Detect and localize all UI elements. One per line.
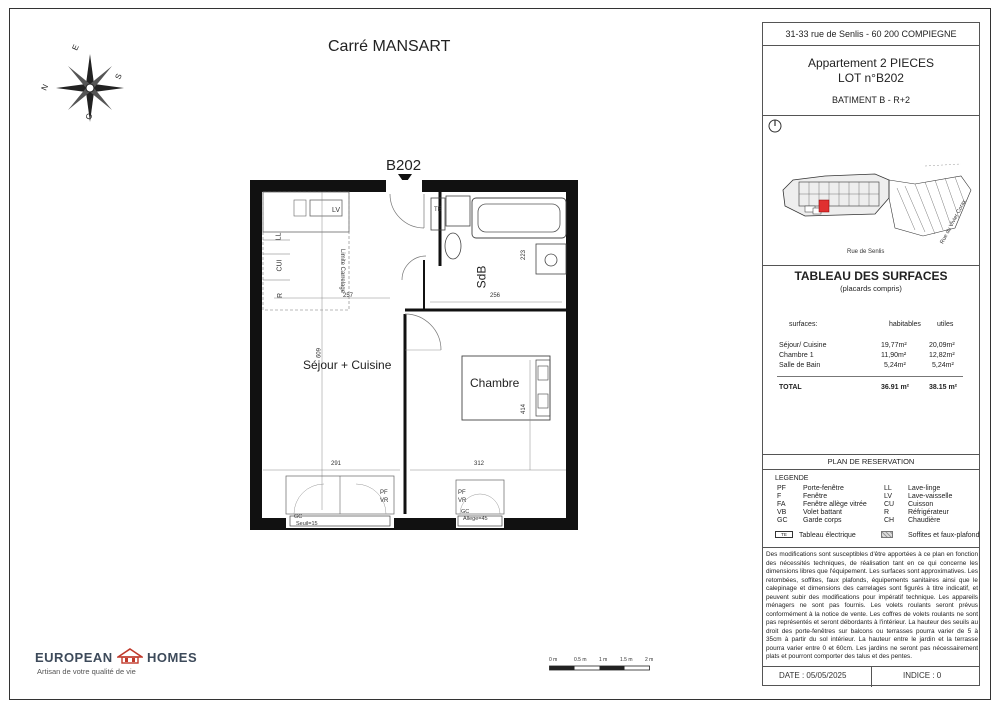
project-title: Carré MANSART (328, 38, 451, 55)
floor-plan (250, 180, 590, 530)
dim-256: 256 (490, 293, 501, 299)
gc-right-label: GC (461, 509, 470, 515)
brand-right: HOMES (146, 650, 198, 665)
apartment-type: Appartement 2 PIECES (807, 56, 935, 70)
th-label: surfaces: (789, 321, 818, 328)
th-utiles: utiles (937, 321, 954, 328)
map-street-right: Rue du Vivier Corax (939, 198, 968, 246)
vr-left-label: VR (380, 498, 389, 504)
compass-south: S (113, 72, 124, 81)
brand-logo (35, 648, 198, 676)
reservation-label: PLAN DE RESERVATION (827, 457, 915, 466)
plan-index: INDICE : 0 (903, 671, 942, 680)
surfaces-title: TABLEAU DES SURFACES (794, 269, 948, 283)
dim-609: 609 (314, 347, 321, 359)
legend-right: LL Lave-linge LV Lave-vaisselle CU Cuisson R Réfrigérateur CH Chaudière (884, 485, 953, 524)
address: 31-33 rue de Senlis - 60 200 COMPIEGNE (785, 29, 957, 39)
kitchen-cui-label: CUI (276, 259, 284, 272)
dim-257: 257 (343, 293, 354, 299)
gc-left-label: GC (294, 514, 303, 520)
kitchen-ll-label: LL (275, 232, 283, 241)
te-label: TE (434, 207, 442, 213)
legend-soffite: Soffites et faux-plafond (908, 532, 980, 539)
kitchen-r-label: R (277, 292, 285, 299)
map-street-bottom: Rue de Senlis (847, 249, 885, 255)
house-logo-icon (117, 648, 143, 664)
limite-carrelage-label: Limite Carrelage (339, 248, 346, 294)
plan-date: DATE : 05/05/2025 (779, 671, 847, 680)
compass-west: O (83, 111, 95, 122)
scale-label-15: 1.5 m (620, 657, 633, 663)
lot-number: LOT n°B202 (838, 71, 904, 85)
lot-marker: B202 (386, 157, 422, 174)
scale-label-2: 2 m (645, 657, 654, 663)
legend-title: LEGENDE (775, 475, 809, 482)
legend-soffite-swatch (881, 531, 893, 538)
pf-right-label: PF (458, 490, 466, 496)
pf-left-label: PF (380, 490, 388, 496)
th-habitables: habitables (889, 321, 921, 328)
seuil-label: Seuil=15 (296, 521, 318, 527)
building: BATIMENT B - R+2 (832, 95, 910, 105)
dim-414: 414 (521, 403, 528, 415)
legend-te-box: TE (775, 531, 793, 538)
scale-label-1: 1 m (599, 657, 608, 663)
compass-east: E (70, 43, 81, 52)
dim-312: 312 (474, 461, 485, 467)
disclaimer-notes: Des modifications sont susceptibles d'être apportées à ce plan en fonction des nécessités techniques, de réalisation tant en ce qui concerne les dimensions libres que l'équipement. Les surfaces sont approximatives. Les retombées, soffites, faux plafonds, équipements sanitaires ainsi que le calepinage et dimensions des carrelages sont figurés à titre indicatif, et peuvent subir des modifications pour impératif technique. Les appareils ménagers ne sont pas fournis. Les volets roulants seront prévus conformément à la notice de vente. Les coffres de volets roulants ne sont pas représentés et seront débordants à l'intérieur. La hauteur des seuils au droit des porte-fenêtres sur balcons ou terrasses pourra varier de 5 à 35cm à partir du sol intérieur. La hauteur entre le jardin et la terrasse pourra varier entre 0 et 60cm. Les jardins ne seront pas nécessairement plats et pourront comporter des talus et des pentes. (766, 551, 978, 660)
dim-223: 223 (521, 249, 528, 261)
allege-label: Allege=45 (463, 516, 488, 522)
legend-left: PF Porte-fenêtre F Fenêtre FA Fenêtre allège vitrée VB Volet battant GC Garde corps (777, 485, 867, 524)
brand-tagline: Artisan de votre qualité de vie (37, 667, 136, 676)
scale-bar (549, 664, 659, 674)
scale-label-05: 0.5 m (574, 657, 587, 663)
legend-te: Tableau électrique (799, 532, 856, 539)
site-map (765, 118, 979, 263)
info-panel: 31-33 rue de Senlis - 60 200 COMPIEGNE Appartement 2 PIECES LOT n°B202 BATIMENT B - R+2 Rue de Senlis Rue du Vivier Corax TABLEAU DES SURFACES (placards compris) surfaces: habitables utiles Séjour/ Cuisine 19,77m² 20,09m² Chambre 1 11,90m² 12,82m² Salle de Bain 5,24m² 5,24m² TOTAL 36.91 m² 38.15 m² PLAN DE RESERVATION LEGENDE PF Porte-fenêtre F Fenêtre FA Fenêtre allège vitrée VB Volet battant GC Garde corps LL Lave-linge LV Lave-vaisselle CU Cuisson R Réfrigérateur CH Chaudière TE Tableau électrique Soffites et faux-plafond Des modifications sont susceptibles d'être apportées à ce plan en fonction des nécessités techniques, de réalisation tant en ce qui concerne les dimensions libres que l'équipement. Les surfaces sont approximatives. Les retombées, soffites, faux plafonds, équipements sanitaires ainsi que le calepinage et dimensions des carrelages sont figurés à titre indicatif, et peuvent subir des modifications pour impératif technique. Les appareils ménagers ne sont pas fournis. Les volets roulants seront prévus conformément à la notice de vente. Les coffres de volets roulants ne sont pas représentés et seront débordants à l'intérieur. La hauteur des seuils au droit des porte-fenêtres sur balcons ou terrasses pourra varier de 5 à 35cm à partir du sol intérieur. La hauteur entre le jardin et la terrasse pourra varier entre 0 et 60cm. Les jardins ne seront pas nécessairement plats et pourront comporter des talus et des pentes. DATE : 05/05/2025 INDICE : 0 (762, 22, 980, 686)
surfaces-subtitle: (placards compris) (840, 284, 902, 293)
room-chambre-label: Chambre (470, 376, 520, 390)
compass-north: N (39, 82, 51, 93)
room-sdb-label: SdB (474, 265, 489, 289)
vr-right-label: VR (458, 498, 467, 504)
dim-291: 291 (331, 461, 342, 467)
scale-label-0: 0 m (549, 657, 558, 663)
kitchen-lv-label: LV (332, 207, 341, 214)
brand-left: EUROPEAN (35, 650, 113, 665)
room-sejour-label: Séjour + Cuisine (303, 358, 392, 372)
